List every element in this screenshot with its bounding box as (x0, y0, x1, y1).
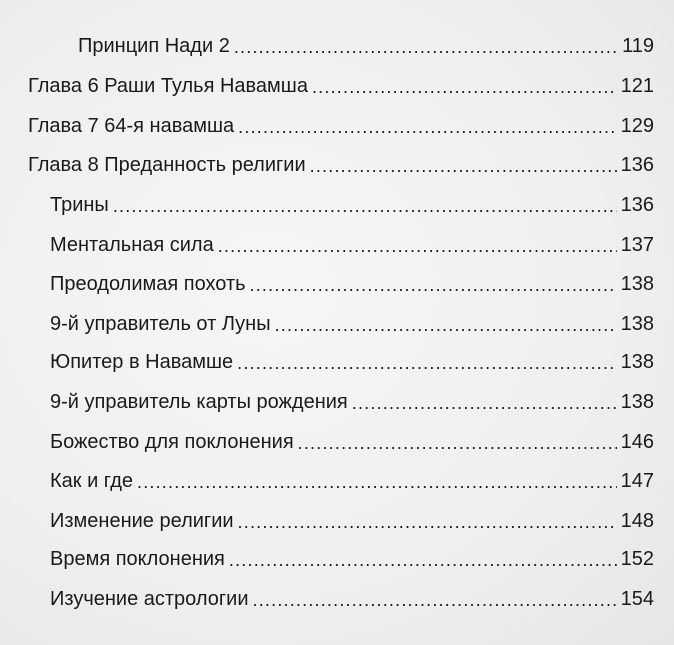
dot-leader (250, 274, 617, 296)
toc-entry (50, 463, 654, 493)
dot-leader (275, 314, 617, 336)
toc-entry-title: Глава 8 Преданность религии (28, 154, 306, 176)
toc-page-number: 136 (620, 154, 654, 176)
toc-page-number: 129 (620, 115, 654, 137)
dot-leader (229, 549, 617, 571)
toc-entry-title: Глава 7 64-я навамша (28, 115, 235, 137)
toc-entry-title: Преодолимая похоть (50, 273, 246, 295)
toc-entry-title: Трины (50, 194, 109, 216)
toc-entry (50, 541, 654, 571)
toc-entry-title: 9-й управитель от Луны (50, 313, 271, 335)
toc-page-number: 154 (620, 588, 654, 610)
toc-entry-title: Юпитер в Навамше (50, 351, 234, 373)
toc-entry (50, 187, 654, 217)
toc-entry (28, 108, 654, 138)
toc-entry (50, 344, 654, 374)
toc-entry-title: Принцип Нади 2 (78, 35, 230, 57)
toc-entry-title: Изучение астрологии (50, 588, 249, 610)
dot-leader (298, 432, 617, 454)
toc-entry (78, 28, 654, 58)
toc-entry-title: Как и где (50, 470, 133, 492)
toc-page-number: 138 (620, 391, 654, 413)
toc-entry (50, 227, 654, 257)
toc-page-number: 121 (620, 75, 654, 97)
toc-page-number: 138 (620, 273, 654, 295)
toc-entry (50, 384, 654, 414)
toc-entry (50, 306, 654, 336)
dot-leader (218, 235, 617, 257)
toc-entry (50, 424, 654, 454)
toc-page-number: 152 (620, 548, 654, 570)
toc-entry-title: Божество для поклонения (50, 431, 294, 453)
toc-page-number: 147 (620, 470, 654, 492)
toc-page-number: 148 (620, 510, 654, 532)
dot-leader (113, 195, 617, 217)
dot-leader (238, 511, 617, 533)
toc-entry (28, 147, 654, 177)
dot-leader (234, 36, 618, 58)
toc-entry (50, 503, 654, 533)
toc-page-number: 137 (620, 234, 654, 256)
dot-leader (137, 471, 617, 493)
toc-entry-title: 9-й управитель карты рождения (50, 391, 348, 413)
toc-entry-title: Ментальная сила (50, 234, 214, 256)
dot-leader (237, 352, 616, 374)
toc-entry-title: Глава 6 Раши Тулья Навамша (28, 75, 308, 97)
toc-page-number: 119 (622, 35, 654, 57)
toc-entry (50, 581, 654, 611)
toc-entry-title: Время поклонения (50, 548, 225, 570)
dot-leader (238, 116, 616, 138)
toc-page-number: 138 (620, 313, 654, 335)
toc-page-number: 138 (620, 351, 654, 373)
toc-entry (50, 266, 654, 296)
toc-entry-title: Изменение религии (50, 510, 234, 532)
dot-leader (352, 392, 617, 414)
toc-entry (28, 68, 654, 98)
dot-leader (253, 589, 617, 611)
toc-page-number: 136 (620, 194, 654, 216)
toc-page-number: 146 (620, 431, 654, 453)
dot-leader (312, 76, 617, 98)
dot-leader (310, 155, 617, 177)
